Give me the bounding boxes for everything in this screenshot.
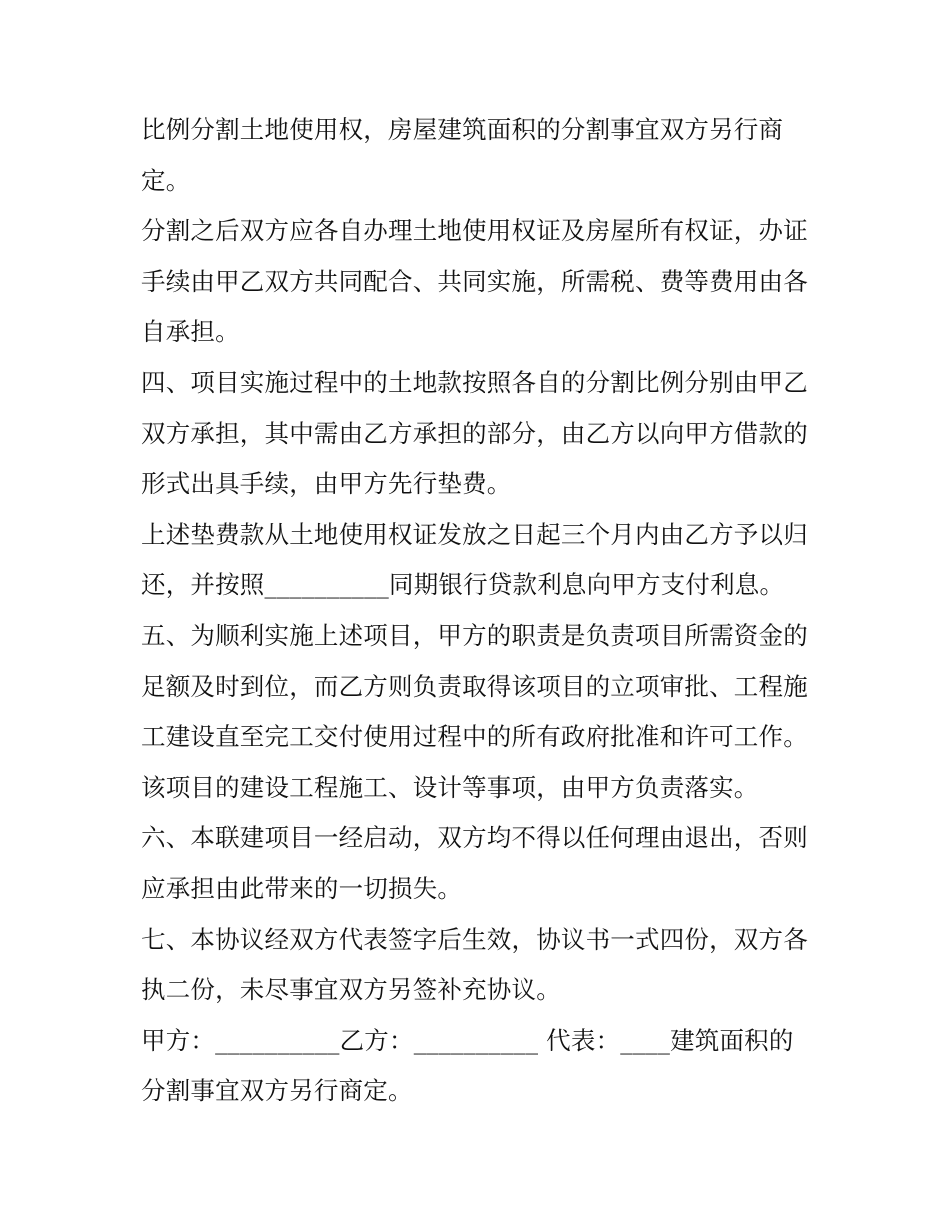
- text-line: 足额及时到位，而乙方则负责取得该项目的立项审批、工程施: [141, 671, 808, 701]
- text-line: 分割事宜双方另行商定。: [141, 1076, 413, 1106]
- text-line: 形式出具手续，由甲方先行垫费。: [141, 469, 512, 499]
- text-line: 该项目的建设工程施工、设计等事项，由甲方负责落实。: [141, 772, 759, 802]
- text-line: 还，并按照__________同期银行贷款利息向甲方支付利息。: [141, 570, 785, 600]
- text-line: 分割之后双方应各自办理土地使用权证及房屋所有权证，办证: [141, 216, 808, 246]
- text-line: 手续由甲乙双方共同配合、共同实施，所需税、费等费用由各: [141, 266, 808, 296]
- text-line: 六、本联建项目一经启动，双方均不得以任何理由退出，否则: [141, 823, 808, 853]
- text-line: 五、为顺利实施上述项目，甲方的职责是负责项目所需资金的: [141, 620, 808, 650]
- text-line: 四、项目实施过程中的土地款按照各自的分割比例分别由甲乙: [141, 367, 808, 397]
- text-line: 定。: [141, 165, 191, 195]
- text-line: 上述垫费款从土地使用权证发放之日起三个月内由乙方予以归: [141, 519, 808, 549]
- text-line: 双方承担，其中需由乙方承担的部分，由乙方以向甲方借款的: [141, 418, 808, 448]
- contract-text: [141, 105, 821, 1117]
- text-line: 七、本协议经双方代表签字后生效，协议书一式四份，双方各: [141, 924, 808, 954]
- text-line: 甲方：__________乙方：__________ 代表：____建筑面积的: [141, 1025, 794, 1055]
- text-line: 应承担由此带来的一切损失。: [141, 873, 463, 903]
- text-line: 工建设直至完工交付使用过程中的所有政府批准和许可工作。: [141, 722, 808, 752]
- text-line: 执二份，未尽事宜双方另签补充协议。: [141, 975, 561, 1005]
- text-line: 比例分割土地使用权，房屋建筑面积的分割事宜双方另行商: [141, 115, 784, 144]
- text-line: 自承担。: [141, 317, 240, 347]
